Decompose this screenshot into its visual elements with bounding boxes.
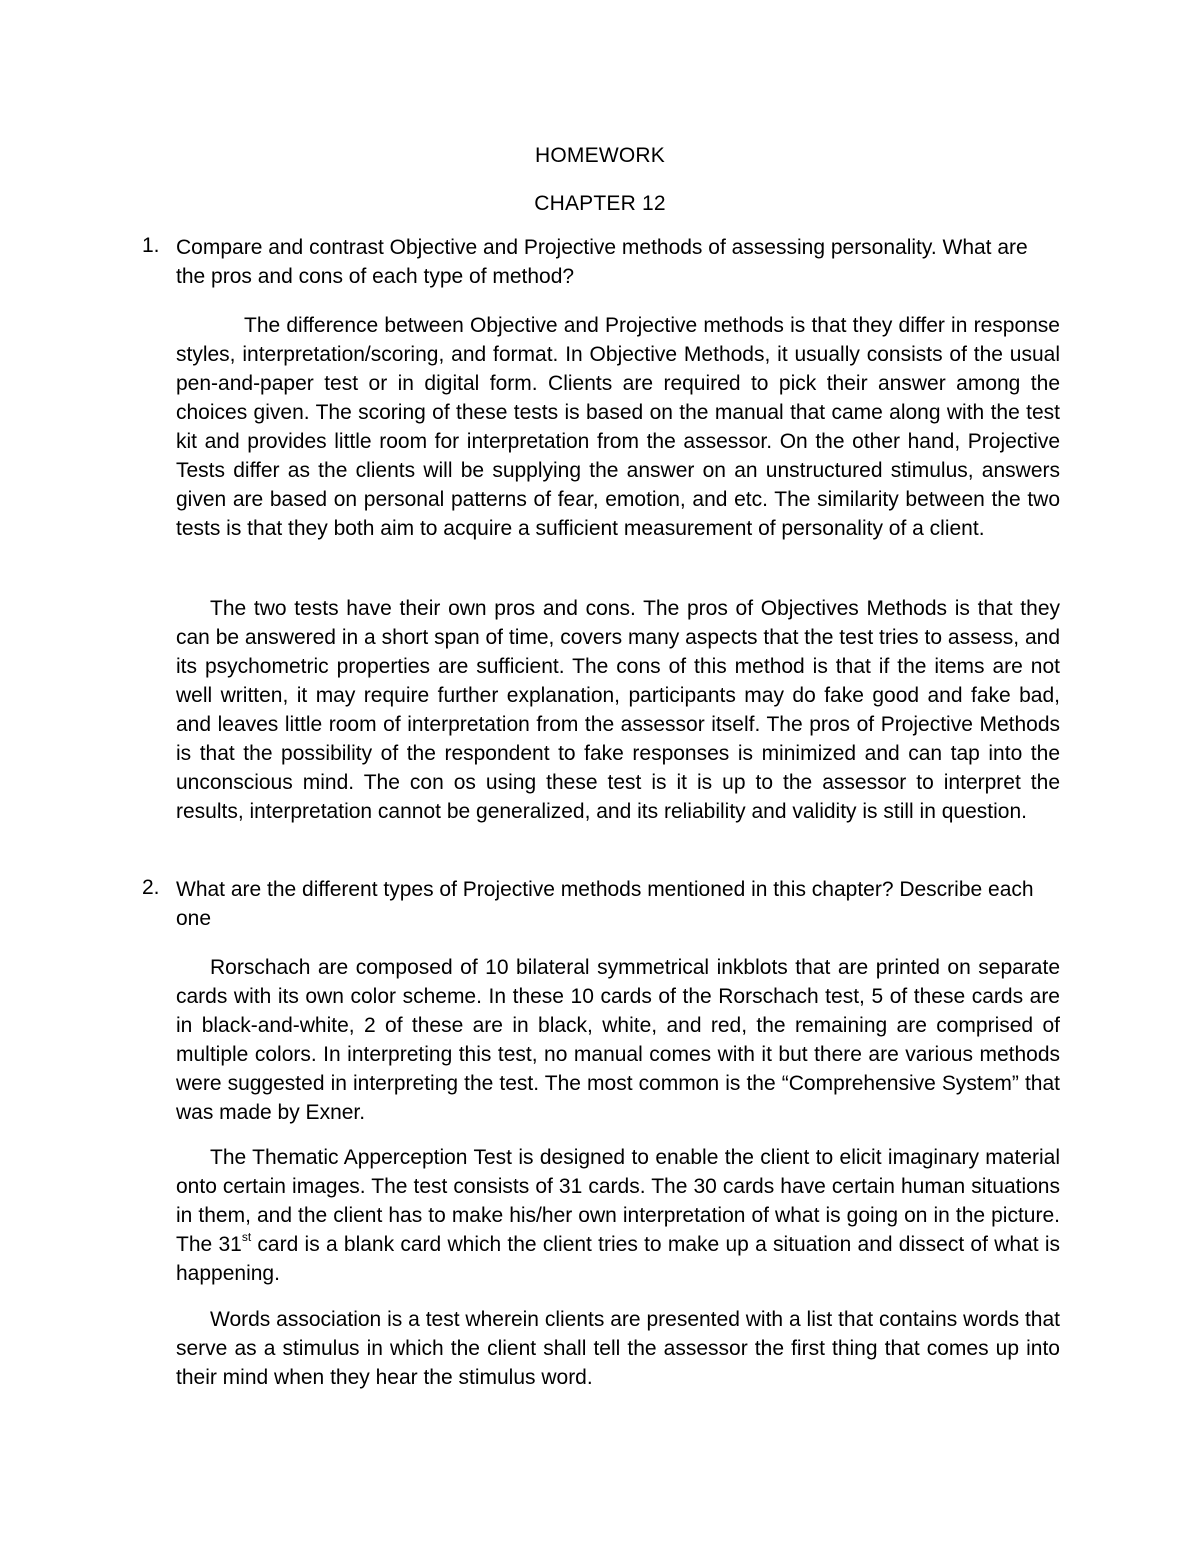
question-1-answer-paragraph-2: The two tests have their own pros and cons. The pros of Objectives Methods is that they can be answered in a short span of time, covers many aspects that the test tries to assess, and its psychometric properties are sufficient. The cons of this method is that if the items are not well written, it may require further explanation, participants may do fake good and fake bad, and leaves little room of interpretation from the assessor itself. The pros of Projective Methods is that the possibility of the respondent to fake responses is minimized and can tap into the unconscious mind. The con os using these test is it is up to the assessor to interpret the results, interpretation cannot be generalized, and its reliability and validity is still in question. [176, 597, 1060, 823]
tat-text-part-1: The Thematic Apperception Test is designed to enable the client to elicit imaginary material onto certain images. The test consists of 31 cards. The 30 cards have certain human situations in them, and the client has to make his/her own interpretation of what is going on in the picture. The 31 [176, 1146, 1060, 1256]
question-2-text: What are the different types of Projective methods mentioned in this chapter? Describe each one [176, 878, 1034, 930]
question-1-answer-paragraph-1: The difference between Objective and Projective methods is that they differ in response styles, interpretation/scoring, and format. In Objective Methods, it usually consists of the usual pen-and-paper test or in digital form. Clients are required to pick their answer among the choices given. The scoring of these tests is based on the manual that came along with the test kit and provides little room for interpretation from the assessor. On the other hand, Projective Tests differ as the clients will be supplying the answer on an unstructured stimulus, answers given are based on personal patterns of fear, emotion, and etc. The similarity between the two tests is that they both aim to acquire a sufficient measurement of personality of a client. [176, 314, 1060, 540]
tat-ordinal-suffix: st [241, 1230, 252, 1244]
tat-text-part-2: card is a blank card which the client tries to make up a situation and dissect of what is happening. [176, 1233, 1060, 1285]
question-1-text: Compare and contrast Objective and Projective methods of assessing personality. What are the pros and cons of each type of method? [176, 236, 1028, 288]
chapter-heading: CHAPTER 12 [534, 192, 666, 215]
question-2-answer-thematic-apperception [176, 1143, 1060, 1288]
question-1-number: 1. [142, 234, 160, 257]
question-2-answer-rorschach: Rorschach are composed of 10 bilateral symmetrical inkblots that are printed on separate cards with its own color scheme. In these 10 cards of the Rorschach test, 5 of these cards are in black-and-white, 2 of these are in black, white, and red, the remaining are comprised of multiple colors. In interpreting this test, no manual comes with it but there are various methods were suggested in interpreting the test. The most common is the “Comprehensive System” that was made by Exner. [176, 956, 1060, 1124]
document-title: HOMEWORK [535, 144, 665, 167]
question-2-number: 2. [142, 876, 160, 899]
question-2-answer-word-association: Words association is a test wherein clients are presented with a list that contains words that serve as a stimulus in which the client shall tell the assessor the first thing that comes up into their mind when they hear the stimulus word. [176, 1308, 1060, 1389]
